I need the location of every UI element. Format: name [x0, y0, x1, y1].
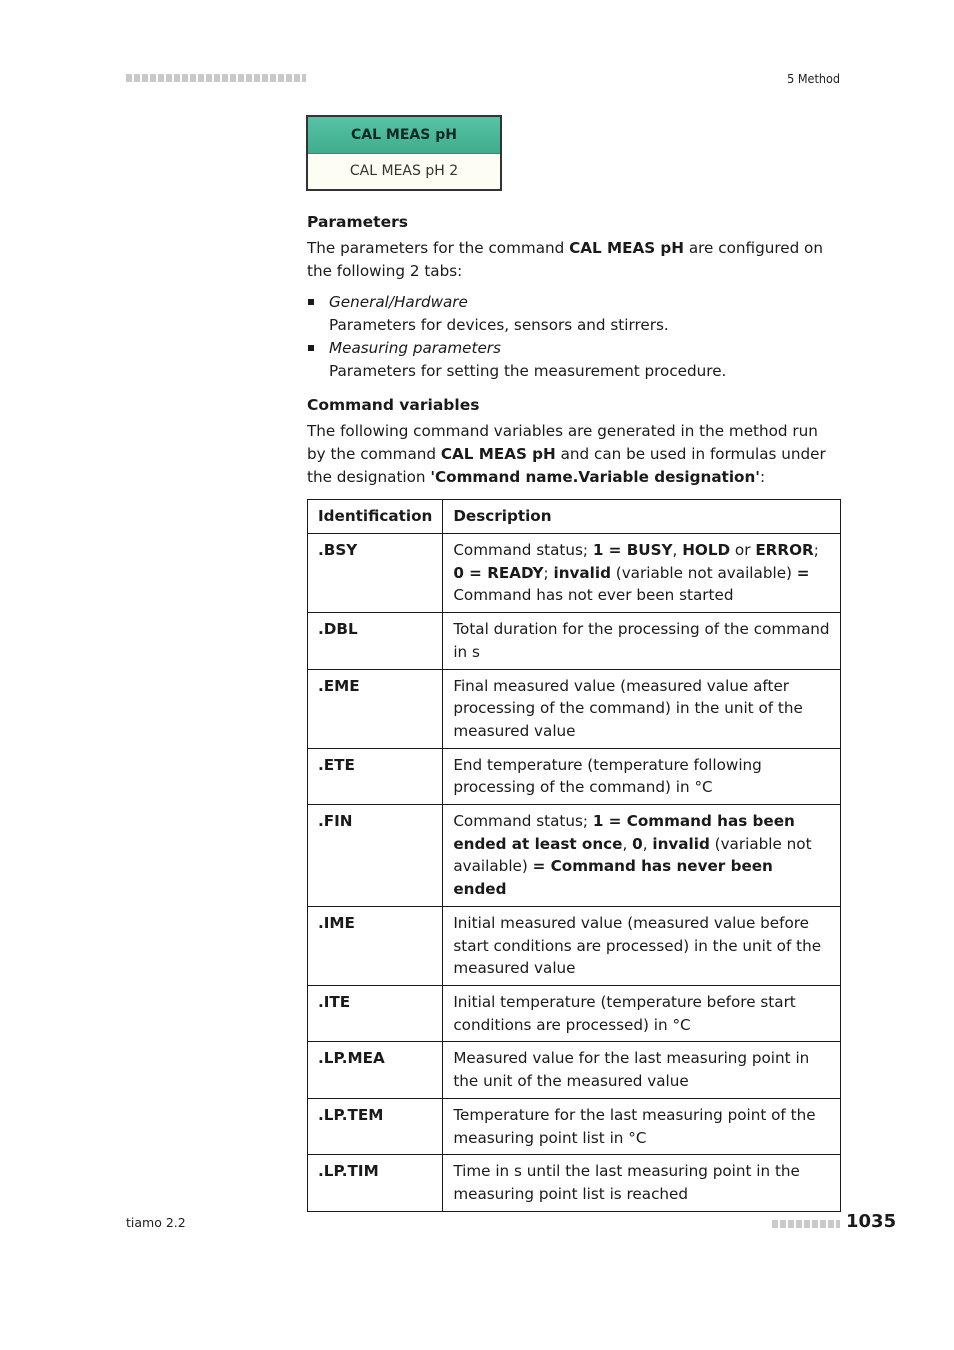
parameters-intro-text: The parameters for the command	[307, 239, 570, 257]
command-variables-heading: Command variables	[307, 396, 480, 415]
table-row	[308, 985, 841, 1041]
variable-description	[443, 1098, 841, 1154]
table-row	[308, 1042, 841, 1098]
footer-product: tiamo 2.2	[126, 1215, 186, 1230]
list-item	[307, 337, 841, 382]
description-fragment: Temperature for the last measuring point of the measuring point list in °C	[453, 1105, 816, 1147]
parameters-intro-text-2: are configured on the following 2 tabs:	[307, 239, 823, 280]
variable-description	[443, 805, 841, 907]
column-header-identification: Identification	[308, 500, 443, 534]
tab-description: Parameters for setting the measurement procedure.	[329, 361, 727, 380]
description-fragment: (variable not available)	[610, 563, 797, 582]
description-fragment: 1 = BUSY	[592, 541, 673, 560]
description-fragment: HOLD	[682, 541, 731, 560]
command-box	[306, 115, 502, 191]
description-fragment: or	[730, 541, 756, 560]
command-box-subtitle: CAL MEAS pH 2	[308, 154, 500, 189]
variable-identification: .LP.TEM	[308, 1098, 443, 1154]
parameters-intro	[307, 237, 841, 282]
description-fragment: ;	[543, 563, 554, 582]
cv-intro-text: The following command variables are generated in the method run by the command	[307, 422, 818, 463]
cv-intro-text-2: and can be used in formulas under the designation	[307, 444, 826, 486]
variable-description	[443, 906, 841, 985]
variable-description	[443, 748, 841, 804]
variable-identification: .LP.TIM	[308, 1155, 443, 1211]
variable-description	[443, 1042, 841, 1098]
variables-table	[307, 499, 841, 1211]
description-fragment: End temperature (temperature following processing of the command) in °C	[453, 755, 762, 797]
description-fragment: = Command has never been ended	[453, 857, 773, 899]
table-header-row	[308, 500, 841, 534]
description-fragment: Initial measured value (measured value before start conditions are processed) in the unit of the measured value	[453, 913, 822, 978]
variable-identification: .DBL	[308, 613, 443, 669]
description-fragment: Measured value for the last measuring point in the unit of the measured value	[453, 1049, 810, 1091]
tab-name: Measuring parameters	[329, 338, 501, 357]
table-row	[308, 805, 841, 907]
variable-description	[443, 985, 841, 1041]
description-fragment: Final measured value (measured value after processing of the command) in the unit of the measured value	[453, 676, 803, 740]
description-fragment: ,	[672, 541, 683, 560]
table-row	[308, 1098, 841, 1154]
parameters-heading: Parameters	[307, 213, 408, 231]
variable-identification: .BSY	[308, 534, 443, 613]
column-header-description: Description	[443, 500, 841, 534]
variable-identification: .LP.MEA	[308, 1042, 443, 1098]
variable-description	[443, 613, 841, 669]
table-row	[308, 906, 841, 985]
description-fragment: Time in s until the last measuring point in the measuring point list is reached	[453, 1162, 800, 1203]
page-number: 1035	[846, 1211, 897, 1232]
table-row	[308, 534, 841, 613]
description-fragment: ,	[622, 834, 633, 853]
cv-intro-command: CAL MEAS pH	[440, 444, 556, 463]
table-body	[308, 534, 841, 1212]
tab-description: Parameters for devices, sensors and stirrers.	[329, 316, 669, 335]
command-box-title: CAL MEAS pH	[308, 117, 500, 154]
variable-identification: .FIN	[308, 805, 443, 907]
table-row	[308, 1155, 841, 1211]
description-fragment: ,	[642, 834, 653, 853]
variable-identification: .ETE	[308, 748, 443, 804]
description-fragment: Command status;	[453, 812, 593, 831]
description-fragment: 1 = Command has been ended at least once	[453, 812, 795, 853]
command-variables-intro	[307, 420, 841, 488]
tabs-list	[307, 291, 841, 382]
description-fragment: ERROR	[755, 541, 814, 560]
list-item	[307, 291, 841, 336]
description-fragment: invalid	[553, 563, 611, 582]
variable-description	[443, 1155, 841, 1211]
variable-identification: .EME	[308, 669, 443, 748]
description-fragment: (variable not available)	[453, 834, 812, 876]
description-fragment: =	[796, 563, 810, 582]
main-content	[307, 211, 841, 1212]
description-fragment: 0 = READY	[453, 563, 544, 582]
variable-description	[443, 534, 841, 613]
description-fragment: Command has not ever been started	[453, 586, 734, 605]
table-row	[308, 748, 841, 804]
table-row	[308, 613, 841, 669]
variable-identification: .IME	[308, 906, 443, 985]
cv-intro-text-3: :	[759, 467, 766, 486]
table-row	[308, 669, 841, 748]
header-dot-bar	[126, 74, 306, 82]
chapter-label: 5 Method	[787, 71, 840, 86]
cv-intro-designation: 'Command name.Variable designation'	[430, 467, 760, 486]
tab-name: General/Hardware	[329, 293, 468, 312]
variable-identification: .ITE	[308, 985, 443, 1041]
footer-dot-bar	[772, 1220, 840, 1228]
description-fragment: 0	[632, 834, 643, 853]
parameters-intro-command: CAL MEAS pH	[569, 239, 685, 257]
description-fragment: Total duration for the processing of the command in s	[453, 620, 830, 661]
description-fragment: Initial temperature (temperature before start conditions are processed) in °C	[453, 992, 796, 1034]
description-fragment: ;	[813, 541, 819, 560]
variable-description	[443, 669, 841, 748]
description-fragment: Command status;	[453, 541, 593, 560]
description-fragment: invalid	[652, 834, 710, 853]
